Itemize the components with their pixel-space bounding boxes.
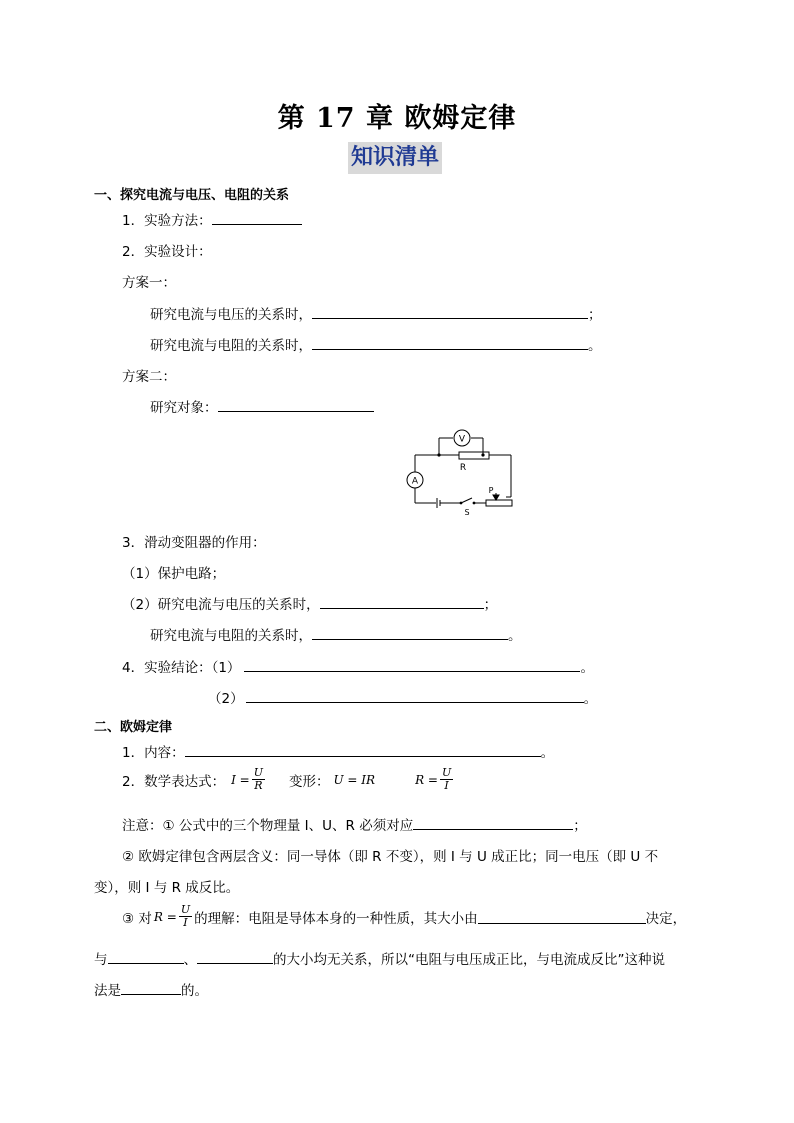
note-3-formula-numerator: U bbox=[180, 903, 191, 916]
s1-item-4 bbox=[122, 656, 594, 676]
s1-item-3: 3．滑动变阻器的作用： bbox=[122, 535, 266, 551]
note-3-line-3 bbox=[94, 979, 208, 999]
s2-item-1-label: 1．内容： bbox=[122, 745, 185, 761]
page-title: 第 17 章 欧姆定律 bbox=[277, 103, 517, 134]
plan-2-object bbox=[150, 396, 374, 416]
note-2-line-2: 变），则 I 与 R 成反比。 bbox=[94, 880, 240, 896]
circuit-diagram bbox=[400, 425, 520, 517]
note-3-l2b: 、 bbox=[183, 952, 197, 968]
blank-field[interactable] bbox=[312, 335, 588, 350]
note-3-formula-denominator: I bbox=[183, 916, 188, 929]
note-1 bbox=[122, 814, 587, 834]
blank-field[interactable] bbox=[312, 625, 508, 640]
s2-item-2 bbox=[122, 767, 455, 792]
plan-1-label: 方案一： bbox=[122, 275, 176, 291]
blank-field[interactable] bbox=[246, 688, 584, 703]
plan-1-line-a bbox=[150, 303, 602, 323]
switch-label: S bbox=[464, 508, 470, 517]
page-subtitle: 知识清单 bbox=[348, 142, 442, 174]
s1-item-3-2-text: （2）研究电流与电压的关系时， bbox=[122, 597, 320, 613]
note-3-l3b: 的。 bbox=[181, 983, 208, 999]
note-3-l2c: 的大小均无关系，所以“电阻与电压成正比，与电流成反比”这种说 bbox=[273, 952, 665, 968]
transform-label: 变形： bbox=[288, 773, 330, 790]
s1-item-1 bbox=[122, 209, 302, 229]
note-3-end: 决定， bbox=[645, 910, 687, 927]
formula-3-fraction bbox=[440, 767, 453, 792]
blank-field[interactable] bbox=[312, 304, 588, 319]
blank-field[interactable] bbox=[212, 210, 302, 225]
formula-3-denominator: I bbox=[444, 779, 449, 792]
voltmeter-label: V bbox=[458, 434, 466, 445]
note-2-line-1: ② 欧姆定律包含两层含义：同一导体（即 R 不变），则 I 与 U 成正比；同一电压（即 U 不 bbox=[122, 849, 659, 865]
s2-item-2-label: 2．数学表达式： bbox=[122, 773, 226, 790]
s1-item-3-2-end: ； bbox=[483, 597, 498, 613]
plan-1-line-a-end: ； bbox=[588, 307, 602, 323]
blank-field[interactable] bbox=[185, 742, 541, 757]
blank-field[interactable] bbox=[413, 815, 573, 830]
s1-item-3-3-end: 。 bbox=[508, 628, 522, 644]
blank-field[interactable] bbox=[478, 909, 646, 924]
note-1-end: ； bbox=[573, 818, 587, 834]
s1-item-3-3 bbox=[150, 624, 522, 644]
s1-item-3-2 bbox=[122, 593, 497, 613]
formula-1-fraction bbox=[252, 767, 265, 792]
blank-field[interactable] bbox=[121, 980, 181, 995]
note-3-line-2 bbox=[94, 948, 665, 968]
plan-1-line-b-text: 研究电流与电阻的关系时， bbox=[150, 338, 312, 354]
slider-arrow bbox=[493, 495, 499, 500]
s1-item-4-2-text: （2） bbox=[208, 691, 244, 707]
note-3-formula-fraction bbox=[179, 904, 192, 929]
slider-label: P bbox=[488, 486, 494, 495]
blank-field[interactable] bbox=[218, 397, 374, 412]
note-3-l3a: 法是 bbox=[94, 983, 121, 999]
note-1-text: 注意：① 公式中的三个物理量 I、U、R 必须对应 bbox=[122, 818, 414, 834]
s2-item-1 bbox=[122, 741, 554, 761]
blank-field[interactable] bbox=[244, 657, 580, 672]
s1-item-2: 2．实验设计： bbox=[122, 244, 212, 260]
s1-item-3-1: （1）保护电路； bbox=[122, 566, 226, 582]
plan-2-object-label: 研究对象： bbox=[150, 400, 218, 416]
resistor-label: R bbox=[459, 463, 467, 473]
note-3-formula-lhs: R = bbox=[153, 909, 177, 924]
section-2-heading: 二、欧姆定律 bbox=[94, 720, 173, 735]
note-3-l2a: 与 bbox=[94, 952, 108, 968]
s1-item-4-end: 。 bbox=[580, 660, 594, 676]
formula-1-lhs: I = bbox=[231, 772, 250, 787]
s1-item-4-2-end: 。 bbox=[583, 691, 598, 707]
blank-field[interactable] bbox=[197, 949, 273, 964]
s1-item-1-label: 1．实验方法： bbox=[122, 213, 212, 229]
ammeter-label: A bbox=[411, 476, 419, 487]
s1-item-4-text: 4．实验结论：（1） bbox=[122, 660, 241, 676]
note-3-line-1 bbox=[122, 904, 686, 929]
plan-1-line-b-end: 。 bbox=[588, 338, 602, 354]
blank-field[interactable] bbox=[320, 594, 484, 609]
formula-1-numerator: U bbox=[253, 766, 263, 779]
s1-item-3-3-text: 研究电流与电阻的关系时， bbox=[150, 628, 312, 644]
plan-1-line-b bbox=[150, 334, 602, 354]
plan-1-line-a-text: 研究电流与电压的关系时， bbox=[150, 307, 312, 323]
formula-3-numerator: U bbox=[441, 766, 452, 779]
plan-2-label: 方案二： bbox=[122, 369, 176, 385]
note-3-mid: 的理解：电阻是导体本身的一种性质，其大小由 bbox=[194, 910, 478, 927]
section-1-heading: 一、探究电流与电压、电阻的关系 bbox=[94, 188, 290, 203]
formula-1-denominator: R bbox=[254, 779, 263, 792]
blank-field[interactable] bbox=[108, 949, 184, 964]
formula-2: U = IR bbox=[333, 772, 376, 787]
note-3-pre: ③ 对 bbox=[122, 910, 152, 927]
rheostat-symbol bbox=[486, 500, 512, 506]
s2-item-1-end: 。 bbox=[540, 745, 555, 761]
s1-item-4-2 bbox=[208, 687, 597, 707]
formula-3-lhs: R = bbox=[415, 772, 438, 787]
